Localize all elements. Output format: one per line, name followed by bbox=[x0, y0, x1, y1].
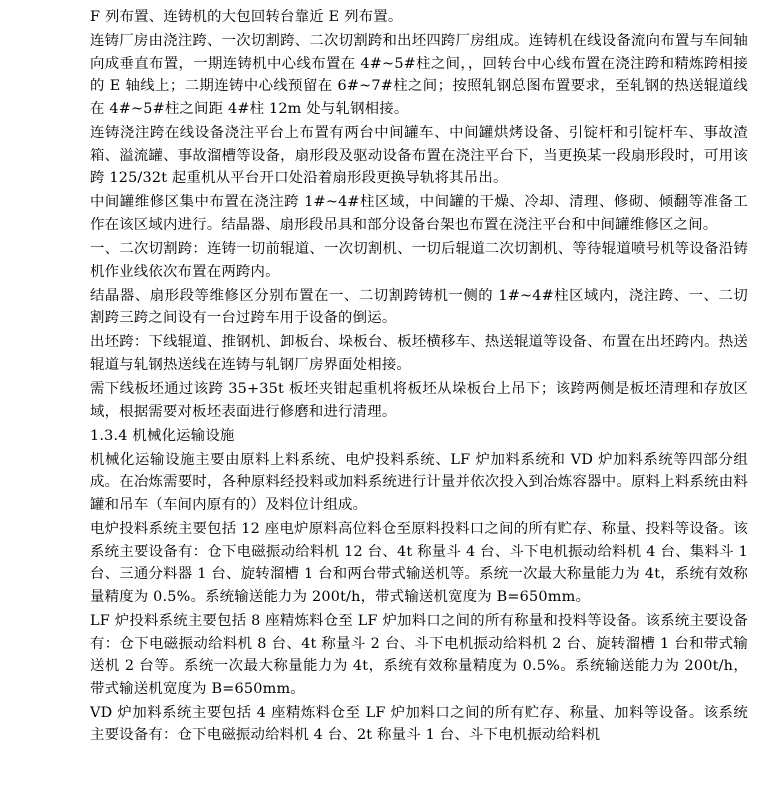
paragraph-8: 需下线板坯通过该跨 35+35t 板坯夹钳起重机将板坯从垛板台上吊下；该跨两侧是板坯清理和存放区域，根据需要对板坯表面进行修磨和进行清理。 bbox=[90, 381, 748, 420]
paragraph-2: 连铸厂房由浇注跨、一次切割跨、二次切割跨和出坯四跨厂房组成。连铸机在线设备流向布置与车间轴向成垂直布置，一期连铸机中心线布置在 4#~5#柱之间，，回转台中心线布置在浇注跨和精炼跨相接的 E 轴线上；二期连铸中心线预留在 6#~7#柱之间；按照轧钢总图布置要求，至轧钢的热送辊道线在 4#~5#柱之间距 4#柱 12m 处与轧钢相接。 bbox=[90, 33, 748, 117]
paragraph-10: 电炉投料系统主要包括 12 座电炉原料高位料仓至原料投料口之间的所有贮存、称量、投料等设备。该系统主要设备有：仓下电磁振动给料机 12 台、4t 称量斗 4 台、斗下电机振动给料机 4 台、集料斗 1 台、三通分料器 1 台、旋转溜槽 1 台和两台带式输送机等。系统一次最大称量能力为 4t，系统有效称量精度为 0.5%。系统输送能力为 200t/h，带式输送机宽度为 B=650mm。 bbox=[90, 521, 748, 605]
paragraph-7: 出坯跨：下线辊道、推钢机、卸板台、垛板台、板坯横移车、热送辊道等设备、布置在出坯跨内。热送辊道与轧钢热送线在连铸与轧钢厂房界面处相接。 bbox=[90, 334, 748, 373]
paragraph-11: LF 炉投料系统主要包括 8 座精炼料仓至 LF 炉加料口之间的所有称量和投料等设备。该系统主要设备有：仓下电磁振动给料机 8 台、4t 称量斗 2 台、斗下电机振动给料机 2 台、旋转溜槽 1 台和带式输送机 2 台等。系统一次最大称量能力为 4t，系统有效称量精度为 0.5%。系统输送能力为 200t/h，带式输送机宽度为 B=650mm。 bbox=[90, 612, 748, 697]
paragraph-4: 中间罐维修区集中布置在浇注跨 1#~4#柱区域，中间罐的干燥、冷却、清理、修砌、倾翻等准备工作在该区域内进行。结晶器、扇形段吊具和部分设备台架也布置在浇注平台和中间罐维修区之间。 bbox=[90, 194, 748, 233]
paragraph-9: 机械化运输设施主要由原料上料系统、电炉投料系统、LF 炉加料系统和 VD 炉加料系统等四部分组成。在冶炼需要时，各种原料经投料或加料系统进行计量并依次投入到冶炼容器中。原料上料系统由料罐和吊车（车间内原有的）及料位计组成。 bbox=[90, 451, 748, 513]
paragraph-12: VD 炉加料系统主要包括 4 座精炼料仓至 LF 炉加料口之间的所有贮存、称量、加料等设备。该系统主要设备有：仓下电磁振动给料机 4 台、2t 称量斗 1 台、斗下电机振动给料机 bbox=[90, 704, 748, 744]
paragraph-1: F 列布置、连铸机的大包回转台靠近 E 列布置。 bbox=[90, 9, 403, 25]
paragraph-6: 结晶器、扇形段等维修区分别布置在一、二切割跨铸机一侧的 1#~4#柱区域内，浇注跨、一、二切割跨三跨之间设有一台过跨车用于设备的倒运。 bbox=[90, 287, 748, 327]
section-heading: 1.3.4 机械化运输设施 bbox=[90, 427, 235, 444]
paragraph-5: 一、二次切割跨：连铸一切前辊道、一次切割机、一切后辊道二次切割机、等待辊道喷号机等设备沿铸机作业线依次布置在两跨内。 bbox=[90, 240, 748, 280]
paragraph-3: 连铸浇注跨在线设备浇注平台上布置有两台中间罐车、中间罐烘烤设备、引锭杆和引锭杆车、事故渣箱、溢流罐、事故溜槽等设备，扇形段及驱动设备布置在浇注平台下，当更换某一段扇形段时，可用该跨 125/32t 起重机从平台开口处沿着扇形段更换导轨将其吊出。 bbox=[90, 124, 748, 187]
